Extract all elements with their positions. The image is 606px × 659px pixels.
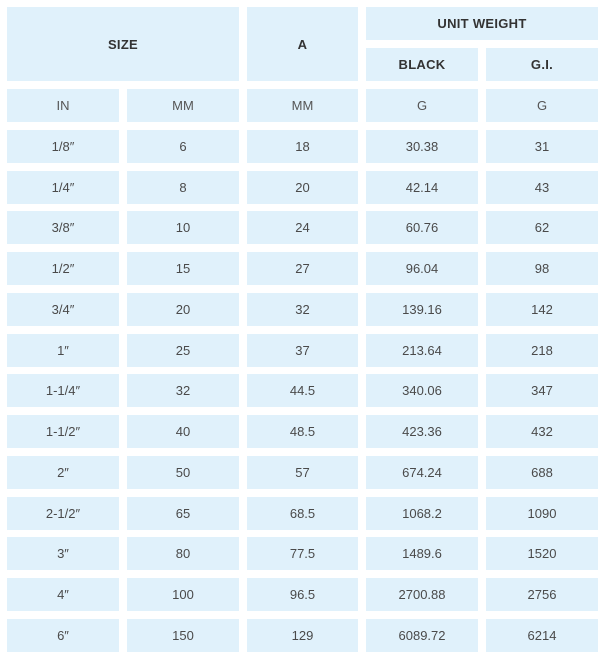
table-cell-a-mm: 44.5 (247, 374, 358, 407)
table-cell-gi-g: 62 (486, 211, 598, 244)
table-cell-gi-g: 31 (486, 130, 598, 163)
table-cell-black-g: 1489.6 (366, 537, 478, 570)
table-cell-black-g: 423.36 (366, 415, 478, 448)
table-cell-mm: 6 (127, 130, 239, 163)
table-cell-gi-g: 43 (486, 171, 598, 204)
table-cell-a-mm: 57 (247, 456, 358, 489)
table-cell-mm: 80 (127, 537, 239, 570)
table-cell-gi-g: 6214 (486, 619, 598, 652)
header-size: SIZE (7, 7, 239, 81)
table-cell-mm: 10 (127, 211, 239, 244)
table-cell-black-g: 60.76 (366, 211, 478, 244)
table-cell-mm: 100 (127, 578, 239, 611)
unit-cell-mm: MM (127, 89, 239, 122)
table-cell-a-mm: 77.5 (247, 537, 358, 570)
table-cell-mm: 8 (127, 171, 239, 204)
table-cell-gi-g: 347 (486, 374, 598, 407)
table-cell-in: 1/8″ (7, 130, 119, 163)
unit-cell-a-mm: MM (247, 89, 358, 122)
header-gi: G.I. (486, 48, 598, 81)
table-cell-in: 1″ (7, 334, 119, 367)
table-cell-black-g: 340.06 (366, 374, 478, 407)
table-cell-a-mm: 18 (247, 130, 358, 163)
table-cell-in: 4″ (7, 578, 119, 611)
table-cell-gi-g: 98 (486, 252, 598, 285)
table-cell-in: 3/4″ (7, 293, 119, 326)
table-cell-in: 1/4″ (7, 171, 119, 204)
table-cell-mm: 40 (127, 415, 239, 448)
table-cell-black-g: 139.16 (366, 293, 478, 326)
table-cell-gi-g: 1090 (486, 497, 598, 530)
table-cell-gi-g: 218 (486, 334, 598, 367)
table-cell-a-mm: 96.5 (247, 578, 358, 611)
table-cell-a-mm: 27 (247, 252, 358, 285)
table-cell-in: 2″ (7, 456, 119, 489)
table-cell-mm: 50 (127, 456, 239, 489)
table-cell-a-mm: 32 (247, 293, 358, 326)
table-cell-mm: 15 (127, 252, 239, 285)
table-cell-gi-g: 688 (486, 456, 598, 489)
table-cell-mm: 25 (127, 334, 239, 367)
table-cell-in: 1/2″ (7, 252, 119, 285)
table-cell-mm: 65 (127, 497, 239, 530)
table-cell-gi-g: 1520 (486, 537, 598, 570)
table-cell-black-g: 30.38 (366, 130, 478, 163)
table-cell-a-mm: 48.5 (247, 415, 358, 448)
table-cell-in: 1-1/2″ (7, 415, 119, 448)
table-cell-in: 6″ (7, 619, 119, 652)
table-cell-mm: 150 (127, 619, 239, 652)
table-cell-in: 2-1/2″ (7, 497, 119, 530)
table-cell-a-mm: 37 (247, 334, 358, 367)
unit-cell-in: IN (7, 89, 119, 122)
table-cell-black-g: 2700.88 (366, 578, 478, 611)
table-cell-gi-g: 142 (486, 293, 598, 326)
header-black: BLACK (366, 48, 478, 81)
table-cell-mm: 32 (127, 374, 239, 407)
table-cell-in: 3″ (7, 537, 119, 570)
table-cell-in: 1-1/4″ (7, 374, 119, 407)
table-cell-a-mm: 24 (247, 211, 358, 244)
unit-cell-black-g: G (366, 89, 478, 122)
table-cell-gi-g: 2756 (486, 578, 598, 611)
table-cell-a-mm: 20 (247, 171, 358, 204)
unit-cell-gi-g: G (486, 89, 598, 122)
table-cell-mm: 20 (127, 293, 239, 326)
table-cell-a-mm: 129 (247, 619, 358, 652)
table-cell-black-g: 674.24 (366, 456, 478, 489)
header-unit-weight: UNIT WEIGHT (366, 7, 598, 40)
table-cell-black-g: 96.04 (366, 252, 478, 285)
table-cell-in: 3/8″ (7, 211, 119, 244)
table-cell-black-g: 42.14 (366, 171, 478, 204)
table-cell-black-g: 1068.2 (366, 497, 478, 530)
header-a: A (247, 7, 358, 81)
table-cell-black-g: 213.64 (366, 334, 478, 367)
table-cell-a-mm: 68.5 (247, 497, 358, 530)
table-cell-gi-g: 432 (486, 415, 598, 448)
table-cell-black-g: 6089.72 (366, 619, 478, 652)
